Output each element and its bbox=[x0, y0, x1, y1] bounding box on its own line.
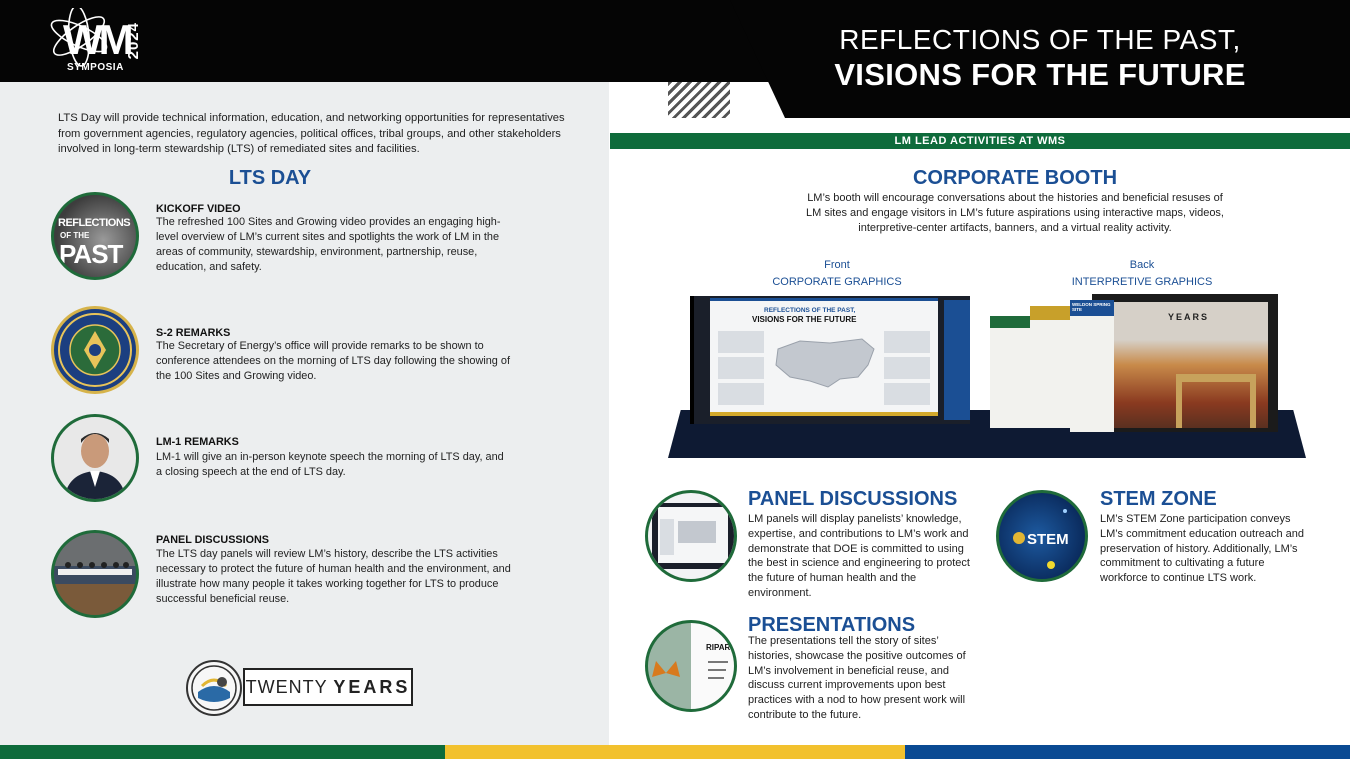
doe-seal-image bbox=[51, 306, 139, 394]
panel-people-icon bbox=[54, 533, 136, 615]
panel-discussions-image bbox=[645, 490, 737, 582]
doe-seal-icon bbox=[54, 309, 136, 391]
back-banner-text: WELDON SPRING SITE bbox=[1072, 302, 1111, 312]
stem-zone-image bbox=[996, 490, 1088, 582]
panel-discussions-body: LM panels will display panelists’ knowledge, expertise, and contributions to LM’s work and demonstrate that DOE is committed to using the best in science and engineering to protect the future of human health and the environment. bbox=[748, 513, 970, 599]
office-of-legacy-management-seal bbox=[186, 660, 242, 716]
panel-discussions-title: PANEL DISCUSSIONS bbox=[748, 488, 958, 510]
lm1-remarks-title: LM-1 REMARKS bbox=[156, 436, 239, 448]
s2-remarks-title: S-2 REMARKS bbox=[156, 327, 231, 339]
lm1-portrait-image bbox=[51, 414, 139, 502]
kickoff-video-image bbox=[51, 192, 139, 280]
front-graphic bbox=[710, 298, 938, 416]
bottom-bar-yellow bbox=[445, 745, 905, 759]
panel-discussions-left-body: The LTS day panels will review LM’s history, describe the LTS activities necessary to protect the future of human health and the environment, and illustrate how many people it takes working together for LTS to produce successful beneficial reuse. bbox=[156, 548, 511, 605]
back-panel-3 bbox=[1070, 300, 1114, 432]
olm-seal-icon bbox=[188, 662, 240, 714]
kickoff-video-body: The refreshed 100 Sites and Growing video provides an engaging high-level overview of LM’s current sites and spotlights the work of LM in the areas of community, stewardship, environment, partnership, reuse, education, and safety. bbox=[156, 216, 501, 273]
butterfly-icon bbox=[648, 623, 734, 709]
presentations-image-text: RIPAR bbox=[706, 643, 731, 652]
front-caption: CORPORATE GRAPHICS bbox=[772, 276, 902, 288]
bottom-bar-blue bbox=[905, 745, 1350, 759]
image-text-of-the: OF THE bbox=[60, 231, 90, 240]
stem-image-text: STEM bbox=[1027, 531, 1069, 548]
s2-remarks-body: The Secretary of Energy’s office will provide remarks to be shown to conference attendees on the morning of LTS day following the showing of the 100 Sites and Growing video. bbox=[156, 340, 510, 382]
stem-zone-body: LM’s STEM Zone participation conveys LM’s commitment education outreach and preservation of history. Additionally, LM’s commitment to cultivating a future workforce to continue LTS work. bbox=[1100, 513, 1305, 585]
image-text-reflections: REFLECTIONS bbox=[58, 217, 131, 229]
front-side-banner bbox=[944, 300, 970, 420]
lm-lead-activities-bar: LM LEAD ACTIVITIES AT WMS bbox=[610, 133, 1350, 149]
front-banner-line-1: REFLECTIONS OF THE PAST, bbox=[764, 307, 856, 314]
panel-discussions-photo bbox=[51, 530, 139, 618]
wm-symposia-logo bbox=[45, 8, 155, 76]
intro-text: LTS Day will provide technical information, education, and networking opportunities for representatives from government agencies, regulatory agencies, political offices, tribal groups, and other stakeholders involved in long-term stewardship (LTS) of remediated sites and facilities. bbox=[58, 112, 565, 155]
logo-year: 2024 bbox=[125, 22, 142, 60]
us-map-icon bbox=[770, 331, 880, 391]
twenty-years-badge bbox=[243, 668, 413, 706]
back-label: Back bbox=[1129, 259, 1155, 271]
back-panel-1 bbox=[990, 316, 1030, 428]
panel-discussions-left-title: PANEL DISCUSSIONS bbox=[156, 534, 269, 546]
hatch-decoration bbox=[668, 82, 730, 118]
back-table bbox=[1176, 374, 1256, 428]
kickoff-video-title: KICKOFF VIDEO bbox=[156, 203, 241, 215]
logo-symposia: SYMPOSIA bbox=[67, 62, 124, 73]
logo-wm: WM bbox=[63, 16, 130, 63]
back-panel-2 bbox=[1030, 306, 1070, 428]
presentations-body: The presentations tell the story of sites’ histories, showcase the positive outcomes of LM’s involvement in beneficial reuse, and discuss current improvements upon best practices with a nod to how present work will contribute to the future. bbox=[748, 635, 966, 721]
stem-zone-title: STEM ZONE bbox=[1100, 488, 1217, 510]
back-years: YEARS bbox=[1168, 312, 1210, 322]
badge-text-light: TWENTY bbox=[245, 677, 334, 697]
front-banner-line-2: VISIONS FOR THE FUTURE bbox=[752, 315, 857, 324]
booth-rendering bbox=[668, 292, 1306, 458]
presentations-title: PRESENTATIONS bbox=[748, 614, 916, 636]
corporate-booth-title: CORPORATE BOOTH bbox=[912, 167, 1118, 189]
lm1-remarks-body: LM-1 will give an in-person keynote speech the morning of LTS day, and a closing speech at the end of LTS day. bbox=[156, 451, 504, 478]
stem-dots-icon bbox=[999, 493, 1085, 579]
header-line-1: REFLECTIONS OF THE PAST, bbox=[839, 24, 1241, 55]
back-caption: INTERPRETIVE GRAPHICS bbox=[1071, 276, 1213, 288]
bottom-bar-green bbox=[0, 745, 445, 759]
header-line-2: VISIONS FOR THE FUTURE bbox=[834, 57, 1246, 92]
front-label: Front bbox=[824, 259, 850, 271]
person-icon bbox=[54, 417, 136, 499]
right-panels bbox=[884, 331, 930, 409]
lts-day-title: LTS DAY bbox=[228, 167, 312, 189]
booth-graphic-icon bbox=[648, 493, 734, 579]
corporate-booth-body: LM’s booth will encourage conversations about the histories and beneficial resuses of LM sites and engage visitors in LM’s future aspirations using interactive maps, videos, interpretive-center artifacts, banners, and a virtual reality activity. bbox=[805, 192, 1224, 234]
badge-text-bold: YEARS bbox=[333, 677, 411, 697]
left-panels bbox=[718, 331, 764, 409]
presentations-image bbox=[645, 620, 737, 712]
image-text-past: PAST bbox=[59, 239, 123, 269]
